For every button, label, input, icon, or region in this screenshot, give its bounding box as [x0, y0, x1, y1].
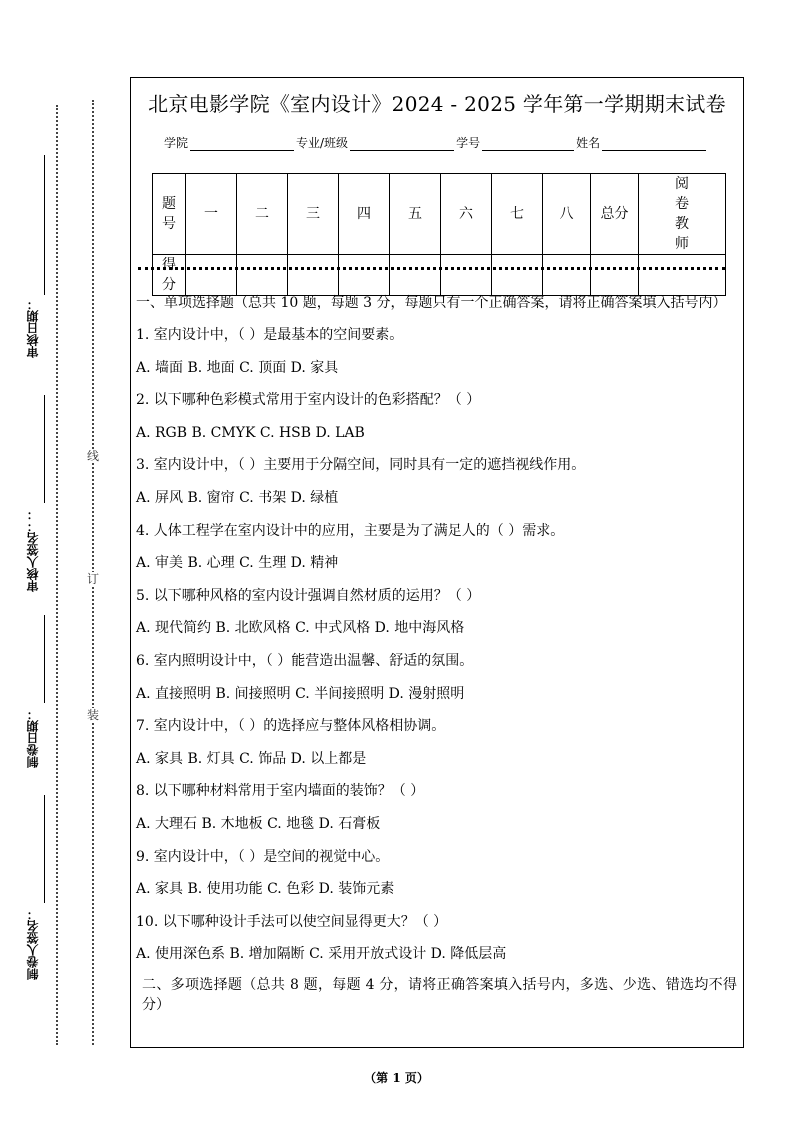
question-1-options: A. 墙面 B. 地面 C. 顶面 D. 家具 [136, 359, 339, 376]
score-header-cell: 三 [288, 174, 339, 255]
question-10-options: A. 使用深色系 B. 增加隔断 C. 采用开放式设计 D. 降低层高 [136, 946, 507, 963]
name-field[interactable] [602, 138, 706, 151]
question-4-options: A. 审美 B. 心理 C. 生理 D. 精神 [136, 555, 339, 572]
reviewer-signature-label: 审核人签名：： [26, 508, 40, 592]
score-cell[interactable] [543, 255, 591, 296]
score-table-score-row [153, 255, 726, 296]
exam-paper [130, 77, 744, 1048]
reviewer-signature-line [44, 395, 45, 503]
score-row-label: 得分 [153, 255, 186, 296]
score-header-cell: 二 [237, 174, 288, 255]
question-1: 1. 室内设计中，（ ）是最基本的空间要素。 [136, 327, 404, 343]
question-5: 5. 以下哪种风格的室内设计强调自然材质的运用？（ ） [136, 587, 481, 604]
author-signature-line [44, 795, 45, 903]
score-header-cell: 五 [390, 174, 441, 255]
college-field[interactable] [190, 138, 294, 151]
section1-heading: 一、单项选择题（总共 10 题，每题 3 分，每题只有一个正确答案，请将正确答案填入括号内） [136, 295, 727, 311]
question-6-options: A. 直接照明 B. 间接照明 C. 半间接照明 D. 漫射照明 [136, 685, 465, 702]
score-table-header-row [153, 174, 726, 255]
question-9: 9. 室内设计中，（ ）是空间的视觉中心。 [136, 848, 390, 865]
question-7-options: A. 家具 B. 灯具 C. 饰品 D. 以上都是 [136, 750, 367, 767]
review-date-line [44, 155, 45, 295]
question-9-options: A. 家具 B. 使用功能 C. 色彩 D. 装饰元素 [136, 881, 395, 898]
question-4: 4. 人体工程学在室内设计中的应用，主要是为了满足人的（ ）需求。 [136, 522, 565, 539]
question-10: 10. 以下哪种设计手法可以使空间显得更大？（ ） [136, 913, 448, 930]
score-cell[interactable] [639, 255, 726, 296]
score-header-cell: 阅卷教师 [639, 174, 726, 255]
exam-title: 北京电影学院《室内设计》2024 - 2025 学年第一学期期末试卷 [148, 92, 726, 116]
author-signature-label: 制卷人签名： [26, 908, 40, 980]
score-header-cell: 一 [186, 174, 237, 255]
major-class-field[interactable] [350, 138, 454, 151]
score-header-cell: 题号 [153, 174, 186, 255]
section-divider [138, 267, 725, 270]
binding-dotted-line-outer [56, 105, 58, 1045]
student-info [164, 134, 708, 151]
score-cell[interactable] [186, 255, 237, 296]
question-8: 8. 以下哪种材料常用于室内墙面的装饰？（ ） [136, 783, 425, 800]
score-cell[interactable] [237, 255, 288, 296]
major-class-label: 专业/班级 [296, 136, 349, 150]
question-3-options: A. 屏风 B. 窗帘 C. 书架 D. 绿植 [136, 489, 339, 506]
question-2-options: A. RGB B. CMYK C. HSB D. LAB [136, 424, 365, 441]
question-2: 2. 以下哪种色彩模式常用于室内设计的色彩搭配？（ ） [136, 392, 481, 409]
question-5-options: A. 现代简约 B. 北欧风格 C. 中式风格 D. 地中海风格 [136, 620, 465, 637]
score-cell[interactable] [339, 255, 390, 296]
binding-char-bind: 订 [86, 572, 99, 586]
question-8-options: A. 大理石 B. 木地板 C. 地毯 D. 石膏板 [136, 815, 381, 832]
college-label: 学院 [164, 136, 189, 150]
score-cell[interactable] [492, 255, 543, 296]
paper-date-line [44, 615, 45, 703]
question-3: 3. 室内设计中，（ ）主要用于分隔空间，同时具有一定的遮挡视线作用。 [136, 457, 586, 474]
score-cell[interactable] [288, 255, 339, 296]
score-cell[interactable] [390, 255, 441, 296]
section2-heading: 二、多项选择题（总共 8 题，每题 4 分，请将正确答案填入括号内，多选、少选、错选均不得分） [142, 976, 737, 1013]
score-header-cell: 总分 [591, 174, 639, 255]
score-table [152, 173, 726, 296]
exam-content [136, 293, 737, 1023]
score-header-cell: 八 [543, 174, 591, 255]
score-cell[interactable] [591, 255, 639, 296]
binding-char-line: 线 [86, 449, 99, 463]
score-header-cell: 六 [441, 174, 492, 255]
question-6: 6. 室内照明设计中，（ ）能营造出温馨、舒适的氛围。 [136, 652, 474, 669]
review-date-label: 审核日期： [26, 298, 40, 358]
page-number: （第 1 页） [364, 1071, 429, 1085]
student-id-field[interactable] [482, 138, 574, 151]
score-header-cell: 四 [339, 174, 390, 255]
paper-date-label: 制卷日期： [26, 708, 40, 768]
score-cell[interactable] [441, 255, 492, 296]
binding-char-mount: 装 [86, 708, 99, 722]
name-label: 姓名 [576, 136, 601, 150]
student-id-label: 学号 [456, 136, 481, 150]
question-7: 7. 室内设计中，（ ）的选择应与整体风格相协调。 [136, 718, 446, 735]
score-header-cell: 七 [492, 174, 543, 255]
